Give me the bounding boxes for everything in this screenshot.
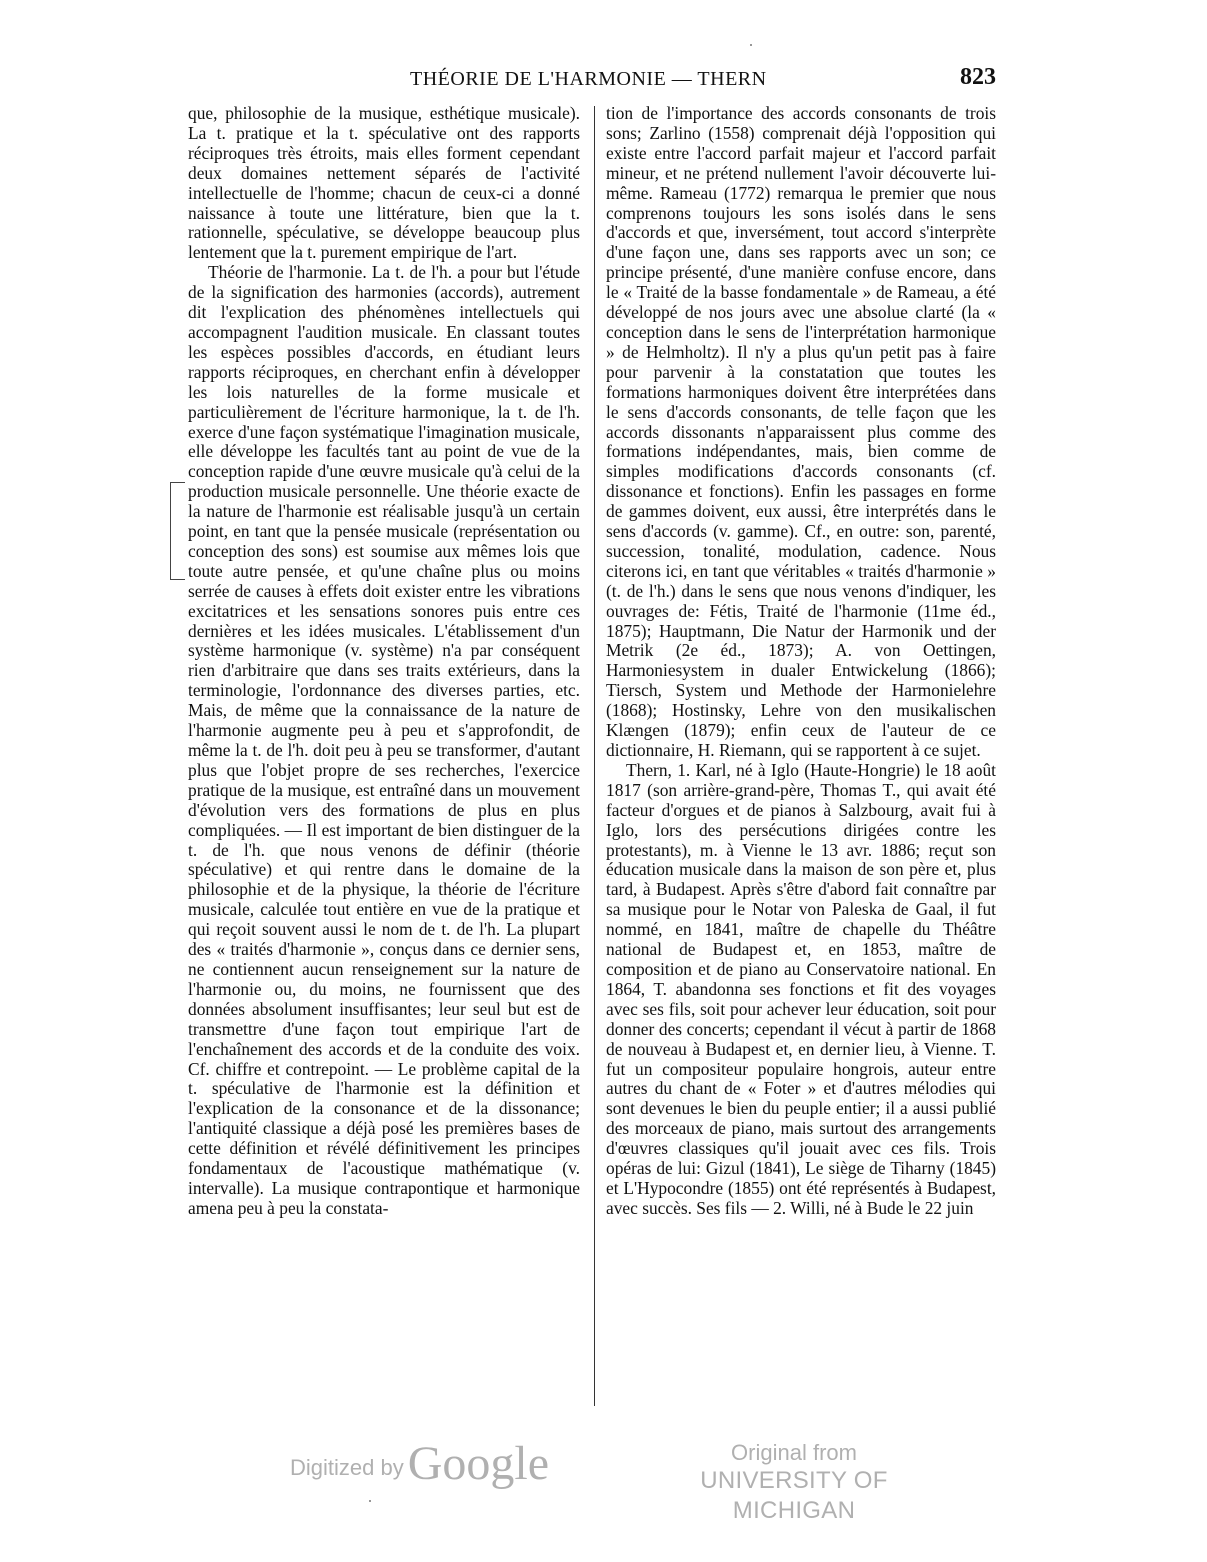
entry-thern: Thern, 1. Karl, né à Iglo (Haute-Hongrie) le 18 août 1817 (son arrière-grand-père, Thomas T., qui avait été facteur d'orgues et de pianos à Salzbourg, avait fui à Iglo, lors des persécutions dirigées contre les protestants), m. à Vienne le 13 avr. 1886; reçut son éducation musicale dans la maison de son père et, plus tard, à Budapest. Après s'être d'abord fait connaître par sa musique pour le Notar von Paleska de Gaal, il fut nommé, en 1841, maître de chapelle du Théâtre national de Budapest et, en 1853, maître de composition et de piano au Conservatoire national. En 1864, T. abandonna ses fonctions et fit des voyages avec ses fils, soit pour achever leur éducation, soit pour donner des concerts; cependant il vécut à partir de 1868 de nouveau à Budapest et, en dernier lieu, à Vienne. T. fut un compositeur populaire hongrois, auteur entre autres du chant de « Foter » et d'autres mélodies qui sont devenues le bien du peuple entier; il a aussi publié des morceaux de piano, mais surtout des arrangements d'œuvres classiques qu'il jouait avec ces fils. Trois opéras de lui: Gizul (1841), Le siège de Tiharny (1845) et L'Hypocondre (1855) ont été représentés à Budapest, avec succès. Ses fils — 2. Willi, né à Bude le 22 juin bbox=[606, 759, 996, 1218]
column-divider bbox=[594, 106, 595, 1406]
library-name: UNIVERSITY OF MICHIGAN bbox=[700, 1467, 888, 1524]
original-from-label: Original from bbox=[731, 1440, 857, 1465]
left-column bbox=[188, 104, 580, 1409]
digitized-by-google-watermark bbox=[290, 1436, 549, 1491]
right-column bbox=[606, 104, 996, 1409]
digitized-by-label: Digitized by bbox=[290, 1455, 404, 1480]
original-source-watermark bbox=[668, 1440, 920, 1526]
handwritten-margin-bracket bbox=[170, 482, 185, 580]
entry-theorie-de-l-harmonie: Théorie de l'harmonie. La t. de l'h. a pour but l'étude de la signification des harmonies (accords), autrement dit l'explication des phénomènes intellectuels qui accompagnent l'audition musicale. En classant toutes les espèces possibles d'accords, en étudiant leurs rapports réciproques, en cherchant enfin à développer les lois naturelles de la forme musicale et particulièrement de l'écriture harmonique, la t. de l'h. exerce d'une façon systématique l'imagination musicale, elle développe les facultés tant au point de vue de la conception rapide d'une œuvre musicale qu'à celui de la production musicale personnelle. Une théorie exacte de la nature de l'harmonie est réalisable jusqu'à un certain point, en tant que la pensée musicale (représentation ou conception des sons) est soumise aux mêmes lois que toute autre pensée, et qu'une chaîne plus ou moins serrée de causes à effets doit exister entre les vibrations excitatrices et les sensations sonores puis entre ces dernières et les idées musicales. L'établissement d'un système harmonique (v. système) n'a par conséquent rien d'arbitraire que dans ses traits extérieurs, dans la terminologie, l'ordonnance des diverses parties, etc. Mais, de même que la connaissance de la nature de l'harmonie augmente peu à peu et s'approfondit, de même la t. de l'h. doit peu à peu se transformer, d'autant plus que l'objet propre de ses recherches, l'exercice pratique de la musique, est entraîné dans un mouvement d'évolution vers des formations de plus en plus compliquées. — Il est important de bien distinguer de la t. de l'h. que nous venons de définir (théorie spéculative) et qui rentre dans le domaine de la philosophie et de la physique, la théorie de l'écriture musicale, calculée tout entière en vue de la pratique et qui reçoit souvent aussi le nom de t. de l'h. La plupart des « traités d'harmonie », conçus dans ce dernier sens, ne contiennent aucun renseignement sur la nature de l'harmonie ou, du moins, ne fournissent que des données absolument insuffisantes; leur seul but est de transmettre d'une façon tout empirique l'art de l'enchaînement des accords et de la conduite des voix. Cf. chiffre et contrepoint. — Le problème capital de la t. spéculative de l'harmonie est la définition et l'explication de la consonance et de la dissonance; l'antiquité classique a déjà posé les premières bases de cette définition et révélé définitivement les principes fondamentaux de l'acoustique mathématique (v. intervalle). La musique contrapontique et harmonique amena peu à peu la constata- bbox=[188, 262, 580, 1218]
page-header bbox=[188, 64, 996, 98]
paragraph-continuation-right: tion de l'importance des accords consonants de trois sons; Zarlino (1558) comprenait déjà l'opposition qui existe entre l'accord parfait majeur et l'accord parfait mineur, et ne prétend nullement l'avoir découverte lui-même. Rameau (1772) remarqua le premier que nous comprenons toujours les sons isolés dans le sens d'accords et que, inversément, tout accord s'interprète d'une façon une, dans ses rapports avec un son; ce principe présenté, d'une manière confuse encore, dans le « Traité de la basse fondamentale » de Rameau, a été développé de nos jours avec une absolue clarté (la « conception dans le sens de l'interprétation harmonique » de Helmholtz). Il n'y a plus qu'un petit pas à faire pour parvenir à la constatation que toutes les formations harmoniques doivent être interprétées dans le sens d'accords consonants, de telle façon que les accords dissonants n'apparaissent plus comme des formations indépendantes, mais, bien comme de simples modifications d'accords consonants (cf. dissonance et fonctions). Enfin les passages en forme de gammes doivent, eux aussi, être interprétés dans le sens d'accords (v. gamme). Cf., en outre: son, parenté, succession, tonalité, modulation, cadence. Nous citerons ici, en tant que véritables « traités d'harmonie » (t. de l'h.) dans le sens que nous venons d'indiquer, les ouvrages de: Fétis, Traité de l'harmonie (11me éd., 1875); Hauptmann, Die Natur der Harmonik und der Metrik (2e éd., 1873); A. von Oettingen, Harmoniesystem in dualer Entwickelung (1866); Tiersch, System und Methode der Harmonielehre (1868); Hostinsky, Lehre von den musikalischen Klængen (1879); enfin ceux de l'auteur de ce dictionnaire, H. Riemann, qui se rapportent à ce sujet. bbox=[606, 104, 996, 760]
google-logo-text: Google bbox=[407, 1437, 550, 1490]
page-number: 823 bbox=[960, 64, 996, 90]
scan-speck bbox=[750, 44, 752, 46]
scan-speck bbox=[369, 1500, 371, 1502]
running-head: THÉORIE DE L'HARMONIE — THERN bbox=[410, 68, 767, 90]
paragraph-continuation: que, philosophie de la musique, esthétique musicale). La t. pratique et la t. spéculative ont des rapports réciproques très étroits, mais elles forment cependant deux domaines nettement séparés de l'activité intellectuelle de l'homme; chacun de ceux-ci a donné naissance à toute une littérature, bien que la t. rationnelle, spéculative, se développe beaucoup plus lentement que la t. purement empirique de l'art. bbox=[188, 104, 580, 263]
